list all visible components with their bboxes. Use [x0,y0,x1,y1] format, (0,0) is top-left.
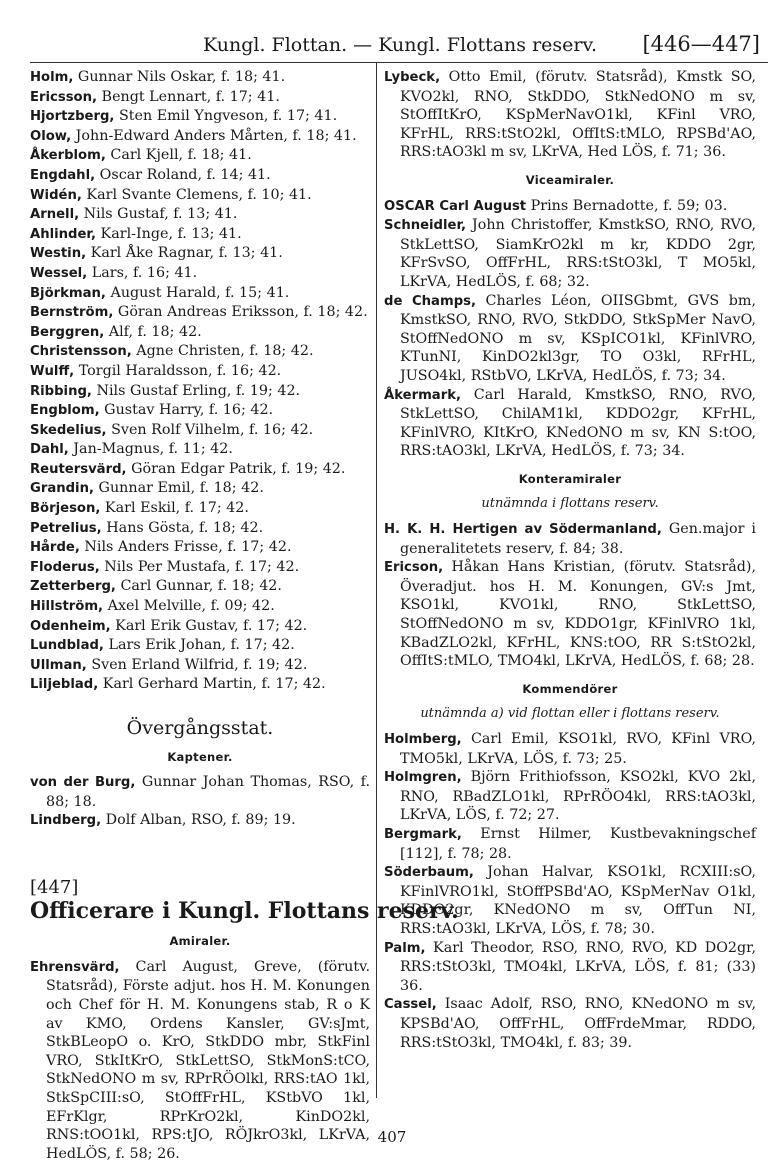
entry-name: Lybeck, [384,70,441,85]
entry-name: Reutersvärd, [30,461,127,477]
register-entry [30,460,370,480]
entry-details: Karl Theodor, RSO, RNO, RVO, KD DO2gr, RRS:tStO3kl, TMO4kl, LKrVA, LÖS, f. 81; (33) 36. [400,939,756,994]
register-entry [30,675,370,695]
page-marker: [447] [30,876,79,898]
register-entry [30,303,370,323]
register-entry [30,362,370,382]
entry-details: Otto Emil, (förutv. Statsråd), Kmstk SO, KVO2kl, RNO, StkDDO, StkNedONO m sv, StOffItKrO, KSpMerNavO1kl, KFinl VRO, KFrHL, RRS:tStO2kl, OffItS:tMLO, RPSBd'AO, RRS:tAO3kl m sv, LKrVA, Hed LÖS, f. 71; 36. [400,69,756,161]
register-entry [30,342,370,362]
entry-details: Lars, f. 16; 41. [87,264,198,281]
register-entry [384,197,756,217]
entry-details: Ernst Hilmer, Kustbevakningschef [112], f. 78; 28. [400,825,756,862]
entry-details: Hans Gösta, f. 18; 42. [101,519,264,536]
entry-name: Berggren, [30,324,105,340]
entry-name: Wessel, [30,265,88,281]
entry-name: Börjeson, [30,501,101,517]
entry-details: Axel Melville, f. 09; 42. [103,598,275,615]
entry-name: Dahl, [30,442,69,458]
entry-name: Lindberg, [30,813,102,829]
register-entry [384,939,756,996]
entry-name: Liljeblad, [30,677,99,693]
entry-details: Gunnar Johan Thomas, RSO, f. 88; 18. [46,774,370,810]
entry-details: Gunnar Emil, f. 18; 42. [93,480,264,497]
entry-details: Nils Per Mustafa, f. 17; 42. [99,558,300,575]
entry-details: Karl-Inge, f. 13; 41. [95,225,242,242]
entry-name: Christensson, [30,344,132,360]
page-range: [446—447] [642,32,760,56]
entry-details: John Christoffer, KmstkSO, RNO, RVO, StkLettSO, SiamKrO2kl m kr, KDDO 2gr, KFrSvSO, OffFrHL, RRS:tStO3kl, T MO5kl, LKrVA, HedLÖS, f. 68; 32. [400,217,756,290]
entry-details: Gen.major i generalitetets reserv, f. 84; 38. [400,521,756,557]
entry-name: Ericson, [384,560,444,576]
entry-details: Karl Svante Clemens, f. 10; 41. [81,186,312,203]
register-entry [384,216,756,291]
page-header [30,28,770,58]
entry-name: Floderus, [30,559,100,575]
entry-name: Ehrensvärd, [30,959,120,975]
entry-details: Sven Erland Wilfrid, f. 19; 42. [86,656,308,673]
register-entry [384,292,756,386]
entry-name: von der Burg, [30,775,136,791]
register-entry [384,520,756,558]
entry-details: Nils Gustaf, f. 13; 41. [79,206,238,223]
kaptener-heading: Kaptener. [167,749,233,764]
register-entry [30,636,370,656]
entry-details: August Harald, f. 15; 41. [105,284,290,301]
entry-name: Ullman, [30,657,87,673]
register-entry [30,127,370,147]
entry-name: Schneidler, [384,218,467,234]
register-entry [384,68,756,162]
entry-name: Hjortzberg, [30,109,115,125]
register-entry [30,401,370,421]
register-entry [30,773,370,811]
kommendorer-subheading: utnämnda a) vid flottan eller i flottans reserv. [420,706,720,722]
entry-details: Björn Frithiofsson, KSO2kl, KVO 2kl, RNO, RBadZLO1kl, RPrRÖO4kl, RRS:tAO3kl, LKrVA, LÖS, f. 72; 27. [400,769,756,824]
entry-name: Lundblad, [30,638,104,654]
entry-name: Olow, [30,128,72,144]
register-entry [384,863,756,938]
running-title: Kungl. Flottan. — Kungl. Flottans reserv. [202,34,598,56]
register-entry [30,519,370,539]
entry-name: Arnell, [30,207,80,223]
register-entry [30,323,370,343]
entry-name: Hillström, [30,599,104,615]
entry-name: Holm, [30,70,74,85]
entry-name: de Champs, [384,293,476,309]
entry-details: Gunnar Nils Oskar, f. 18; 41. [73,69,286,85]
register-entry [30,479,370,499]
entry-name: Björkman, [30,285,106,301]
register-entry [30,617,370,637]
entry-details: Torgil Haraldsson, f. 16; 42. [74,362,282,379]
entry-details: Göran Edgar Patrik, f. 19; 42. [126,460,346,477]
entry-details: Oscar Roland, f. 14; 41. [95,166,271,183]
register-entry [30,656,370,676]
register-entry [30,205,370,225]
entry-name: Widén, [30,187,82,203]
entry-name: Zetterberg, [30,579,116,595]
register-entry [30,558,370,578]
section-title: Övergångsstat. [126,717,274,739]
header-rule [30,62,768,63]
entry-name: Ericsson, [30,89,98,105]
entry-details: John-Edward Anders Mårten, f. 18; 41. [71,127,357,144]
entry-details: Prins Bernadotte, f. 59; 03. [526,197,728,214]
entry-name: Åkermark, [384,387,461,403]
column-divider [376,62,377,1098]
entry-details: Göran Andreas Eriksson, f. 18; 42. [113,304,368,321]
entry-details: Karl Eskil, f. 17; 42. [100,500,249,517]
entry-details: Nils Anders Frisse, f. 17; 42. [79,539,292,556]
register-entry [384,386,756,461]
register-entry [30,88,370,108]
entry-name: Palm, [384,940,426,956]
entry-details: Johan Halvar, KSO1kl, RCXIII:sO, KFinlVRO1kl, StOffPSBd'AO, KSpMerNav O1kl, KDDO2gr, KNedONO m sv, OffTun NI, RRS:tAO3kl, LKrVA, LÖS, f. 78; 30. [400,864,756,937]
register-entry [30,225,370,245]
entry-details: Isaac Adolf, RSO, RNO, KNedONO m sv, KPSBd'AO, OffFrHL, OffFrdeMmar, RDDO, RRS:tStO3kl, TMO4kl, f. 83; 39. [400,996,756,1051]
entry-name: Åkerblom, [30,148,106,164]
entry-name: Holmberg, [384,732,462,747]
entry-details: Carl Gunnar, f. 18; 42. [115,578,282,595]
register-entry [384,995,756,1052]
entry-name: Grandin, [30,481,94,497]
entry-details: Karl Gerhard Martin, f. 17; 42. [98,676,326,693]
register-entry [30,284,370,304]
entry-details: Alf, f. 18; 42. [104,323,202,340]
right-column [384,68,756,1052]
register-entry [30,440,370,460]
entry-name: Holmgren, [384,770,462,786]
konteramiraler-heading: Konteramiraler [518,471,622,486]
entry-name: Ribbing, [30,383,92,399]
register-entry [30,186,370,206]
register-entry [30,244,370,264]
entry-details: Carl August, Greve, (förutv. Statsråd), Förste adjut. hos H. M. Konungen och Chef för H. M. Konungens stab, R o K av KMO, Ordens Kansler, GV:sJmt, StkBLeopO o. KrO, StkDDO mbr, StkFinl VRO, StkItKrO, StkLettSO, StkMonS:tCO, StkNedONO m sv, RPrRÖOlkl, RRS:tAO 1kl, StkSpCIII:sO, StOffFrHL, KStbVO 1kl, EFrKlgr, RPrKrO2kl, KinDO2kl, RNS:tOO1kl, RPS:tJO, RÖJkrO3kl, LKrVA, HedLÖS, f. 58; 26. [46,958,370,1162]
register-entry [30,499,370,519]
register-entry [30,107,370,127]
entry-name: Engblom, [30,403,100,419]
register-entry [30,421,370,441]
page-number: 407 [377,1128,407,1146]
register-entry [30,68,370,88]
register-entry [384,825,756,863]
entry-details: Sten Emil Yngveson, f. 17; 41. [114,108,338,125]
entry-details: Nils Gustaf Erling, f. 19; 42. [91,382,301,399]
register-entry [384,558,756,671]
entry-name: Ahlinder, [30,226,96,242]
entry-details: Karl Åke Ragnar, f. 13; 41. [86,245,283,262]
entry-name: H. K. H. Hertigen av Södermanland, [384,522,662,538]
register-entry [30,264,370,284]
entry-name: Wulff, [30,363,75,379]
entry-name: Odenheim, [30,618,111,634]
entry-details: Karl Erik Gustav, f. 17; 42. [110,617,308,634]
register-entry [384,768,756,825]
entry-details: Håkan Hans Kristian, (förutv. Statsråd), Överadjut. hos H. M. Konungen, GV:s Jmt, KSO1kl, KVO1kl, RNO, StkLettSO, StOffNedONO m sv, KDDO1gr, KFinlVRO 1kl, KBadZLO2kl, KFrHL, KNS:tOO, RR S:tStO2kl, OffItS:tMLO, TMO4kl, LKrVA, HedLÖS, f. 68; 28. [400,559,756,670]
entry-name: Söderbaum, [384,865,474,881]
register-entry [30,538,370,558]
kommendorer-heading: Kommendörer [522,681,618,696]
register-entry [30,597,370,617]
entry-details: Bengt Lennart, f. 17; 41. [97,88,280,105]
entry-name: Cassel, [384,997,437,1013]
amiraler-heading: Amiraler. [169,934,231,949]
register-entry [30,577,370,597]
entry-name: Westin, [30,246,87,262]
entry-name: Hårde, [30,540,80,556]
entry-details: Carl Emil, KSO1kl, RVO, KFinl VRO, TMO5kl, LKrVA, LÖS, f. 73; 25. [400,731,756,767]
register-entry [30,382,370,402]
entry-name: OSCAR Carl August [384,198,527,214]
entry-name: Engdahl, [30,167,96,183]
entry-details: Jan-Magnus, f. 11; 42. [68,441,233,458]
entry-details: Agne Christen, f. 18; 42. [131,343,314,360]
entry-details: Lars Erik Johan, f. 17; 42. [103,637,295,654]
register-entry [30,166,370,186]
entry-details: Carl Harald, KmstkSO, RNO, RVO, StkLettSO, ChilAM1kl, KDDO2gr, KFrHL, KFinlVRO, KItKrO, KNedONO m sv, KN S:tOO, RRS:tAO3kl, LKrVA, HedLÖS, f. 73; 34. [400,386,756,460]
viceamiraler-heading: Viceamiraler. [525,172,615,187]
entry-details: Charles Léon, OIISGbmt, GVS bm, KmstkSO, RNO, RVO, StkDDO, StkSpMer NavO, StOffNedONO m sv, KSpICO1kl, KFinlVRO, KTunNI, KinDO2kl3gr, TO O3kl, RFrHL, JUSO4kl, RStbVO, LKrVA, HedLÖS, f. 73; 34. [400,292,757,384]
entry-details: Dolf Alban, RSO, f. 89; 19. [101,812,296,829]
register-entry [30,811,370,831]
entry-name: Bergmark, [384,826,462,842]
entry-details: Gustav Harry, f. 16; 42. [99,402,274,419]
entry-name: Petrelius, [30,520,102,536]
entry-details: Carl Kjell, f. 18; 41. [105,147,252,164]
register-entry [30,146,370,166]
entry-details: Sven Rolf Vilhelm, f. 16; 42. [106,421,314,438]
entry-name: Skedelius, [30,422,107,438]
big-heading: Officerare i Kungl. Flottans reserv. [30,897,459,924]
entry-name: Bernström, [30,305,114,321]
register-entry [384,730,756,768]
konteramiraler-subheading: utnämnda i flottans reserv. [481,496,659,512]
